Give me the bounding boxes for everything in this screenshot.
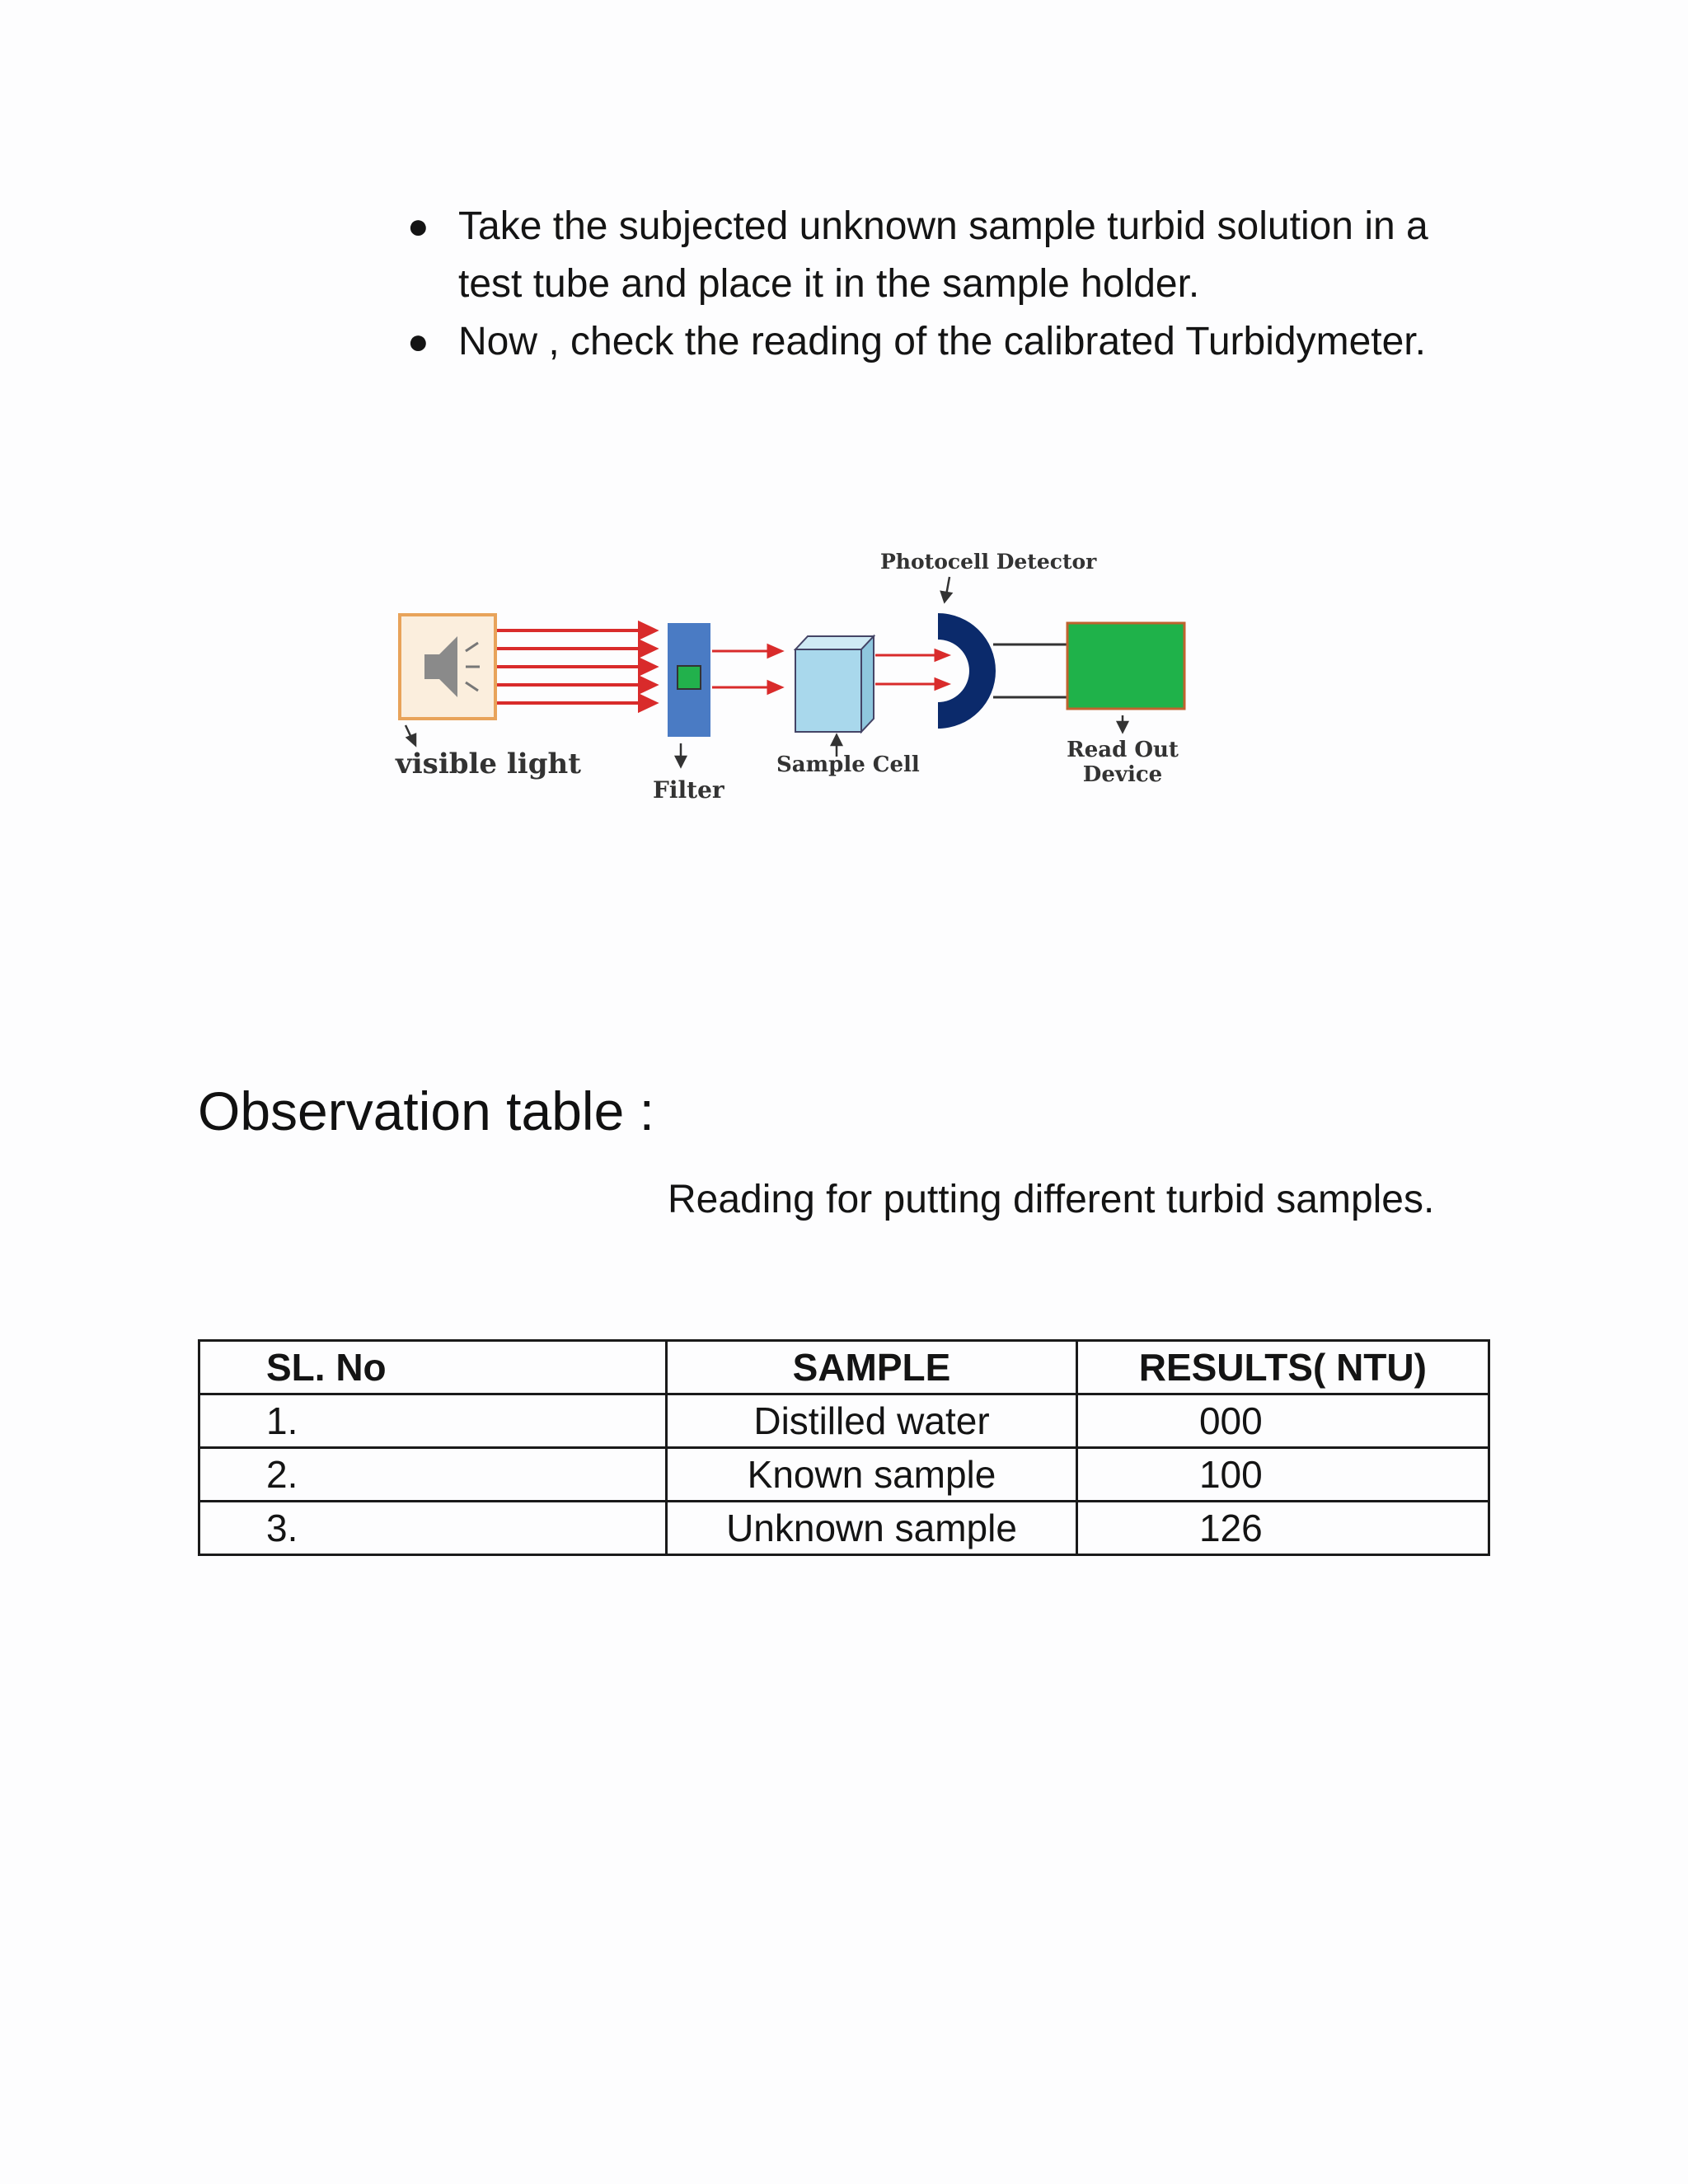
- detector-wires: [993, 644, 1067, 697]
- column-header-sl-no: SL. No: [199, 1341, 667, 1394]
- cell-sample: Distilled water: [667, 1394, 1076, 1448]
- instruction-item: [404, 313, 1500, 371]
- table-caption: Reading for putting different turbid samples.: [668, 1178, 1435, 1221]
- cell-result: [1076, 1448, 1489, 1502]
- table-row: [199, 1502, 1489, 1555]
- instruction-text: Take the subjected unknown sample turbid solution in a test tube and place it in the sample holder.: [458, 204, 1428, 306]
- cell-result: [1076, 1502, 1489, 1555]
- photocell-label: Photocell Detector: [880, 550, 1097, 574]
- cell-sl-no: 3.: [199, 1502, 667, 1555]
- turbidimeter-diagram: [387, 544, 1203, 824]
- cell-result: [1076, 1394, 1489, 1448]
- result-value: 126: [1198, 1507, 1263, 1549]
- instruction-list: [404, 198, 1500, 371]
- filtered-beams: [712, 645, 781, 693]
- result-value: 000: [1198, 1399, 1263, 1442]
- readout-device: [1067, 623, 1184, 709]
- visible-light-label: visible light: [396, 748, 581, 780]
- cell-sl-no: 2.: [199, 1448, 667, 1502]
- filter-window: [678, 666, 701, 689]
- readout-label-line2: Device: [1082, 762, 1163, 787]
- bullet-icon: ●: [407, 206, 429, 246]
- sample-cell-label: Sample Cell: [776, 752, 920, 777]
- table-row: [199, 1394, 1489, 1448]
- filter-label: Filter: [653, 776, 724, 804]
- instruction-text: Now , check the reading of the calibrated Turbidymeter.: [458, 320, 1426, 363]
- sample-cell: [795, 636, 874, 732]
- observation-table: [198, 1339, 1490, 1556]
- cell-sample: Known sample: [667, 1448, 1076, 1502]
- cell-sl-no: 1.: [199, 1394, 667, 1448]
- table-row: [199, 1448, 1489, 1502]
- column-header-results: RESULTS( NTU): [1076, 1341, 1489, 1394]
- table-header-row: [199, 1341, 1489, 1394]
- light-beams: [497, 623, 655, 710]
- column-header-sample: SAMPLE: [667, 1341, 1076, 1394]
- cell-sample: Unknown sample: [667, 1502, 1076, 1555]
- instruction-item: [404, 198, 1500, 313]
- result-value: 100: [1198, 1453, 1263, 1496]
- observation-heading: Observation table :: [198, 1080, 654, 1141]
- label-arrows: [406, 577, 1128, 766]
- transmitted-beams: [875, 650, 948, 689]
- photocell-detector: [938, 613, 996, 729]
- readout-label-line1: Read Out: [1067, 738, 1179, 762]
- bullet-icon: ●: [407, 321, 429, 362]
